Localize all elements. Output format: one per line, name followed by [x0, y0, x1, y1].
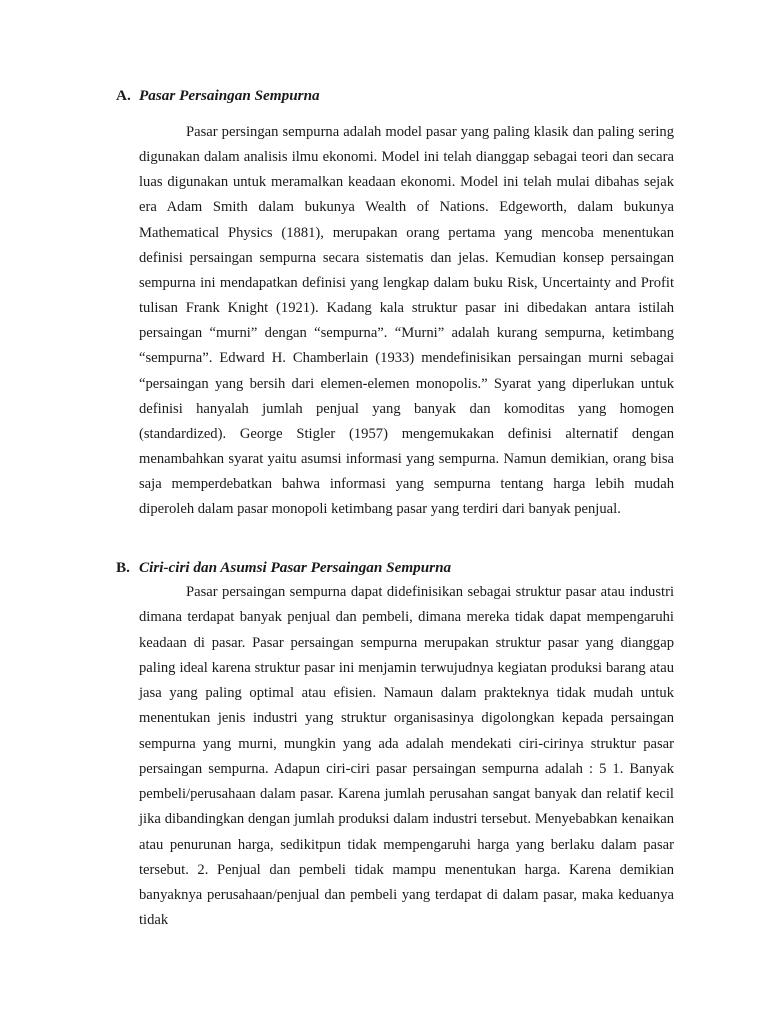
section-b-heading: [116, 558, 451, 578]
section-a-paragraph: Pasar persingan sempurna adalah model pasar yang paling klasik dan paling sering digunakan dalam analisis ilmu ekonomi. Model ini telah dianggap sebagai teori dan secara luas digunakan untuk meramalkan keadaan ekonomi. Model ini telah mulai dibahas sejak era Adam Smith dalam bukunya Wealth of Nations. Edgeworth, dalam bukunya Mathematical Physics (1881), merupakan orang pertama yang mencoba menentukan definisi persaingan sempurna secara sistematis dan jelas. Kemudian konsep persaingan sempurna ini mendapatkan definisi yang lengkap dalam buku Risk, Uncertainty and Profit tulisan Frank Knight (1921). Kadang kala struktur pasar ini dibedakan antara istilah persaingan “murni” dengan “sempurna”. “Murni” adalah kurang sempurna, ketimbang “sempurna”. Edward H. Chamberlain (1933) mendefinisikan persaingan murni sebagai “persaingan yang bersih dari elemen-elemen monopolis.” Syarat yang diperlukan untuk definisi hanyalah jumlah penjual yang banyak dan komoditas yang homogen (standardized). George Stigler (1957) mengemukakan definisi alternatif dengan menambahkan syarat yaitu asumsi informasi yang sempurna. Namun demikian, orang bisa saja memperdebatkan bahwa informasi yang sempurna tentang harga lebih mudah diperoleh dalam pasar monopoli ketimbang pasar yang terdiri dari banyak penjual.: [139, 124, 674, 518]
section-a-marker: A.: [116, 87, 131, 104]
section-b-paragraph: Pasar persaingan sempurna dapat didefinisikan sebagai struktur pasar atau industri dimana terdapat banyak penjual dan pembeli, dimana mereka tidak dapat mempengaruhi keadaan di pasar. Pasar persaingan sempurna merupakan struktur pasar yang dianggap paling ideal karena struktur pasar ini menjamin terwujudnya kegiatan produksi barang atau jasa yang paling optimal atau efisien. Namaun dalam prakteknya tidak mudah untuk menentukan jenis industri yang struktur organisasinya digolongkan kepada persaingan sempurna yang murni, mungkin yang ada adalah mendekati ciri-cirinya struktur pasar persaingan sempurna. Adapun ciri-ciri pasar persaingan sempurna adalah : 5 1. Banyak pembeli/perusahaan dalam pasar. Karena jumlah perusahan sangat banyak dan relatif kecil jika dibandingkan dengan jumlah produksi dalam industri tersebut. Menyebabkan kenaikan atau penurunan harga, sedikitpun tidak mempengaruhi harga yang berlaku dalam pasar tersebut. 2. Penjual dan pembeli tidak mampu menentukan harga. Karena demikian banyaknya perusahaan/penjual dan pembeli yang terdapat di dalam pasar, maka keduanya tidak: [139, 584, 674, 929]
section-a-title: Pasar Persaingan Sempurna: [139, 87, 320, 104]
section-b-marker: B.: [116, 559, 130, 576]
section-b-title: Ciri-ciri dan Asumsi Pasar Persaingan Sempurna: [139, 559, 452, 576]
section-a-heading: [116, 86, 320, 106]
